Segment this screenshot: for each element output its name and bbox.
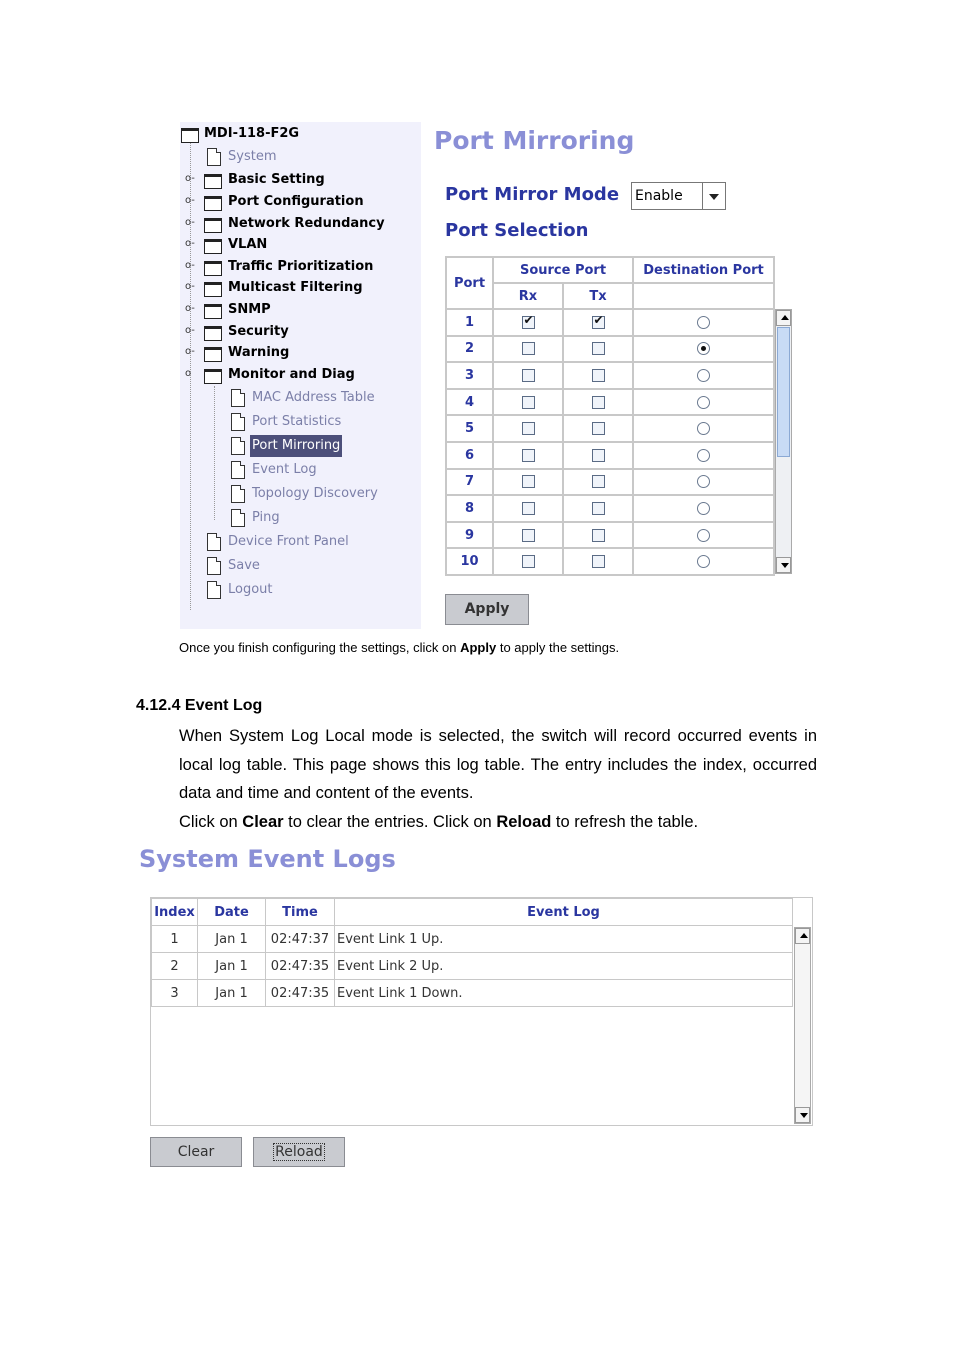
tree-item-label: Device Front Panel [228, 534, 349, 549]
event-time: 02:47:35 [266, 980, 335, 1007]
tree-item-label: Network Redundancy [228, 216, 385, 231]
expand-icon[interactable]: o- [185, 217, 195, 228]
header-time: Time [266, 899, 335, 926]
tree-item-label: Port Statistics [252, 414, 342, 429]
port-row [446, 469, 774, 496]
reload-button[interactable] [253, 1137, 345, 1167]
port-row [446, 548, 774, 575]
destination-radio[interactable] [697, 475, 710, 488]
rx-checkbox[interactable] [522, 502, 535, 515]
port-mirror-mode-label: Port Mirror Mode [445, 184, 620, 205]
tx-checkbox[interactable] [592, 396, 605, 409]
port-number: 2 [446, 336, 493, 363]
header-date: Date [198, 899, 266, 926]
navigation-tree [180, 122, 421, 629]
event-date: Jan 1 [198, 953, 266, 980]
tree-item-label: Monitor and Diag [228, 367, 355, 382]
tree-item-label: SNMP [228, 302, 271, 317]
expand-icon[interactable]: o- [185, 260, 195, 271]
tx-checkbox[interactable] [592, 342, 605, 355]
tree-item-label: Logout [228, 582, 273, 597]
instruction-bold: Reload [496, 813, 552, 831]
event-text: Event Link 1 Down. [335, 980, 793, 1007]
page-icon [231, 461, 245, 479]
port-number: 8 [446, 495, 493, 522]
tx-checkbox[interactable] [592, 475, 605, 488]
tx-checkbox[interactable] [592, 369, 605, 382]
rx-checkbox[interactable] [522, 529, 535, 542]
caption-text: to apply the settings. [496, 640, 620, 655]
event-text: Event Link 2 Up. [335, 953, 793, 980]
page-icon [231, 437, 245, 455]
folder-icon [204, 326, 222, 341]
tree-item-label: Save [228, 558, 260, 573]
expand-icon[interactable]: o- [185, 238, 195, 249]
event-index: 2 [152, 953, 198, 980]
page-icon [207, 533, 221, 551]
tree-item-label: Ping [252, 510, 280, 525]
page-icon [207, 148, 221, 166]
destination-radio[interactable] [697, 555, 710, 568]
event-log-description: When System Log Local mode is selected, the switch will record occurred events in local log table. This page shows this log table. The entry includes the index, occurred data and time and content of the events. [179, 727, 817, 803]
rx-checkbox[interactable] [522, 396, 535, 409]
port-number: 6 [446, 442, 493, 469]
section-heading: 4.12.4 Event Log [136, 697, 263, 714]
header-event-log: Event Log [335, 899, 793, 926]
tx-checkbox[interactable] [592, 529, 605, 542]
folder-icon [204, 347, 222, 362]
instruction-text: to refresh the table. [551, 813, 699, 831]
scroll-down-icon[interactable] [776, 557, 791, 573]
page-icon [231, 485, 245, 503]
port-row [446, 309, 774, 336]
header-source-port: Source Port [493, 257, 633, 283]
port-number: 7 [446, 469, 493, 496]
port-table-scrollbar[interactable] [775, 309, 792, 574]
destination-radio[interactable] [697, 449, 710, 462]
clear-button[interactable]: Clear [150, 1137, 242, 1167]
folder-icon [204, 239, 222, 254]
reload-button-label: Reload [275, 1144, 323, 1160]
port-number: 9 [446, 522, 493, 549]
rx-checkbox[interactable] [522, 342, 535, 355]
port-row [446, 389, 774, 416]
tree-item-label: Security [228, 324, 289, 339]
destination-radio[interactable] [697, 422, 710, 435]
destination-radio[interactable] [697, 369, 710, 382]
folder-icon [204, 261, 222, 276]
tree-item-label: Traffic Prioritization [228, 259, 374, 274]
expand-icon[interactable]: o- [185, 173, 195, 184]
tx-checkbox[interactable] [592, 422, 605, 435]
tree-item-label: Warning [228, 345, 290, 360]
event-index: 1 [152, 926, 198, 953]
port-number: 1 [446, 309, 493, 336]
system-event-logs-title: System Event Logs [139, 845, 396, 873]
tree-guide-line-sub [214, 386, 215, 520]
page-icon [231, 413, 245, 431]
port-number: 4 [446, 389, 493, 416]
tree-item-label: Event Log [252, 462, 317, 477]
expand-icon[interactable]: o- [185, 195, 195, 206]
instruction-text: Click on [179, 813, 243, 831]
rx-checkbox[interactable] [522, 316, 535, 329]
destination-radio[interactable] [697, 342, 710, 355]
rx-checkbox[interactable] [522, 369, 535, 382]
event-date: Jan 1 [198, 926, 266, 953]
tree-item-label: VLAN [228, 237, 268, 252]
tx-checkbox[interactable] [592, 449, 605, 462]
expand-icon[interactable]: o- [185, 303, 195, 314]
destination-radio[interactable] [697, 316, 710, 329]
port-row [446, 362, 774, 389]
header-blank [633, 283, 774, 309]
event-log-table [151, 898, 793, 1007]
port-row [446, 336, 774, 363]
header-port: Port [446, 257, 493, 309]
expand-icon[interactable]: o- [185, 346, 195, 357]
header-tx: Tx [563, 283, 633, 309]
instruction-text: to clear the entries. Click on [283, 813, 497, 831]
event-row [152, 953, 793, 980]
port-mirror-table [445, 256, 775, 576]
folder-icon [181, 128, 199, 143]
scroll-thumb[interactable] [777, 327, 790, 457]
tx-checkbox[interactable] [592, 555, 605, 568]
event-index: 3 [152, 980, 198, 1007]
rx-checkbox[interactable] [522, 555, 535, 568]
collapse-icon[interactable]: o [185, 368, 192, 379]
event-log-scrollbar[interactable] [794, 927, 811, 1124]
folder-icon [204, 282, 222, 297]
port-number: 3 [446, 362, 493, 389]
event-row [152, 926, 793, 953]
select-value: Enable [635, 188, 683, 204]
header-rx: Rx [493, 283, 563, 309]
tree-item-label: MAC Address Table [252, 390, 375, 405]
event-text: Event Link 1 Up. [335, 926, 793, 953]
open-folder-icon [204, 369, 222, 384]
tree-root-label: MDI-118-F2G [204, 126, 300, 141]
page-icon [231, 389, 245, 407]
expand-icon[interactable]: o- [185, 325, 195, 336]
apply-button[interactable]: Apply [445, 594, 529, 625]
apply-caption [179, 640, 619, 655]
destination-radio[interactable] [697, 502, 710, 515]
tree-item-label: Basic Setting [228, 172, 325, 187]
expand-icon[interactable]: o- [185, 281, 195, 292]
page-icon [231, 509, 245, 527]
folder-icon [204, 218, 222, 233]
chevron-down-icon[interactable] [702, 183, 725, 209]
caption-bold: Apply [460, 640, 497, 655]
page-icon [207, 557, 221, 575]
port-row [446, 522, 774, 549]
port-row [446, 442, 774, 469]
event-time: 02:47:35 [266, 953, 335, 980]
port-number: 5 [446, 415, 493, 442]
tree-item-label: System [228, 149, 277, 164]
port-number: 10 [446, 548, 493, 575]
event-date: Jan 1 [198, 980, 266, 1007]
event-time: 02:47:37 [266, 926, 335, 953]
port-row [446, 415, 774, 442]
rx-checkbox[interactable] [522, 475, 535, 488]
tx-checkbox[interactable] [592, 316, 605, 329]
tree-item-label: Port Mirroring [250, 435, 342, 457]
event-log-instructions [179, 808, 817, 837]
caption-text: Once you finish configuring the settings, click on [179, 640, 461, 655]
scroll-down-icon[interactable] [795, 1107, 810, 1123]
port-mirror-mode-select[interactable] [631, 182, 726, 210]
scroll-up-icon[interactable] [795, 928, 810, 944]
port-row [446, 495, 774, 522]
tree-item-label: Port Configuration [228, 194, 364, 209]
tx-checkbox[interactable] [592, 502, 605, 515]
folder-icon [204, 174, 222, 189]
destination-radio[interactable] [697, 396, 710, 409]
page-icon [207, 581, 221, 599]
tree-item-label: Multicast Filtering [228, 280, 363, 295]
tree-item-label: Topology Discovery [252, 486, 378, 501]
folder-icon [204, 304, 222, 319]
event-row [152, 980, 793, 1007]
scroll-up-icon[interactable] [776, 310, 791, 326]
header-index: Index [152, 899, 198, 926]
port-selection-label: Port Selection [445, 220, 589, 241]
destination-radio[interactable] [697, 529, 710, 542]
rx-checkbox[interactable] [522, 422, 535, 435]
port-mirroring-title: Port Mirroring [434, 126, 635, 155]
instruction-bold: Clear [242, 813, 284, 831]
rx-checkbox[interactable] [522, 449, 535, 462]
header-destination-port: Destination Port [633, 257, 774, 283]
folder-icon [204, 196, 222, 211]
